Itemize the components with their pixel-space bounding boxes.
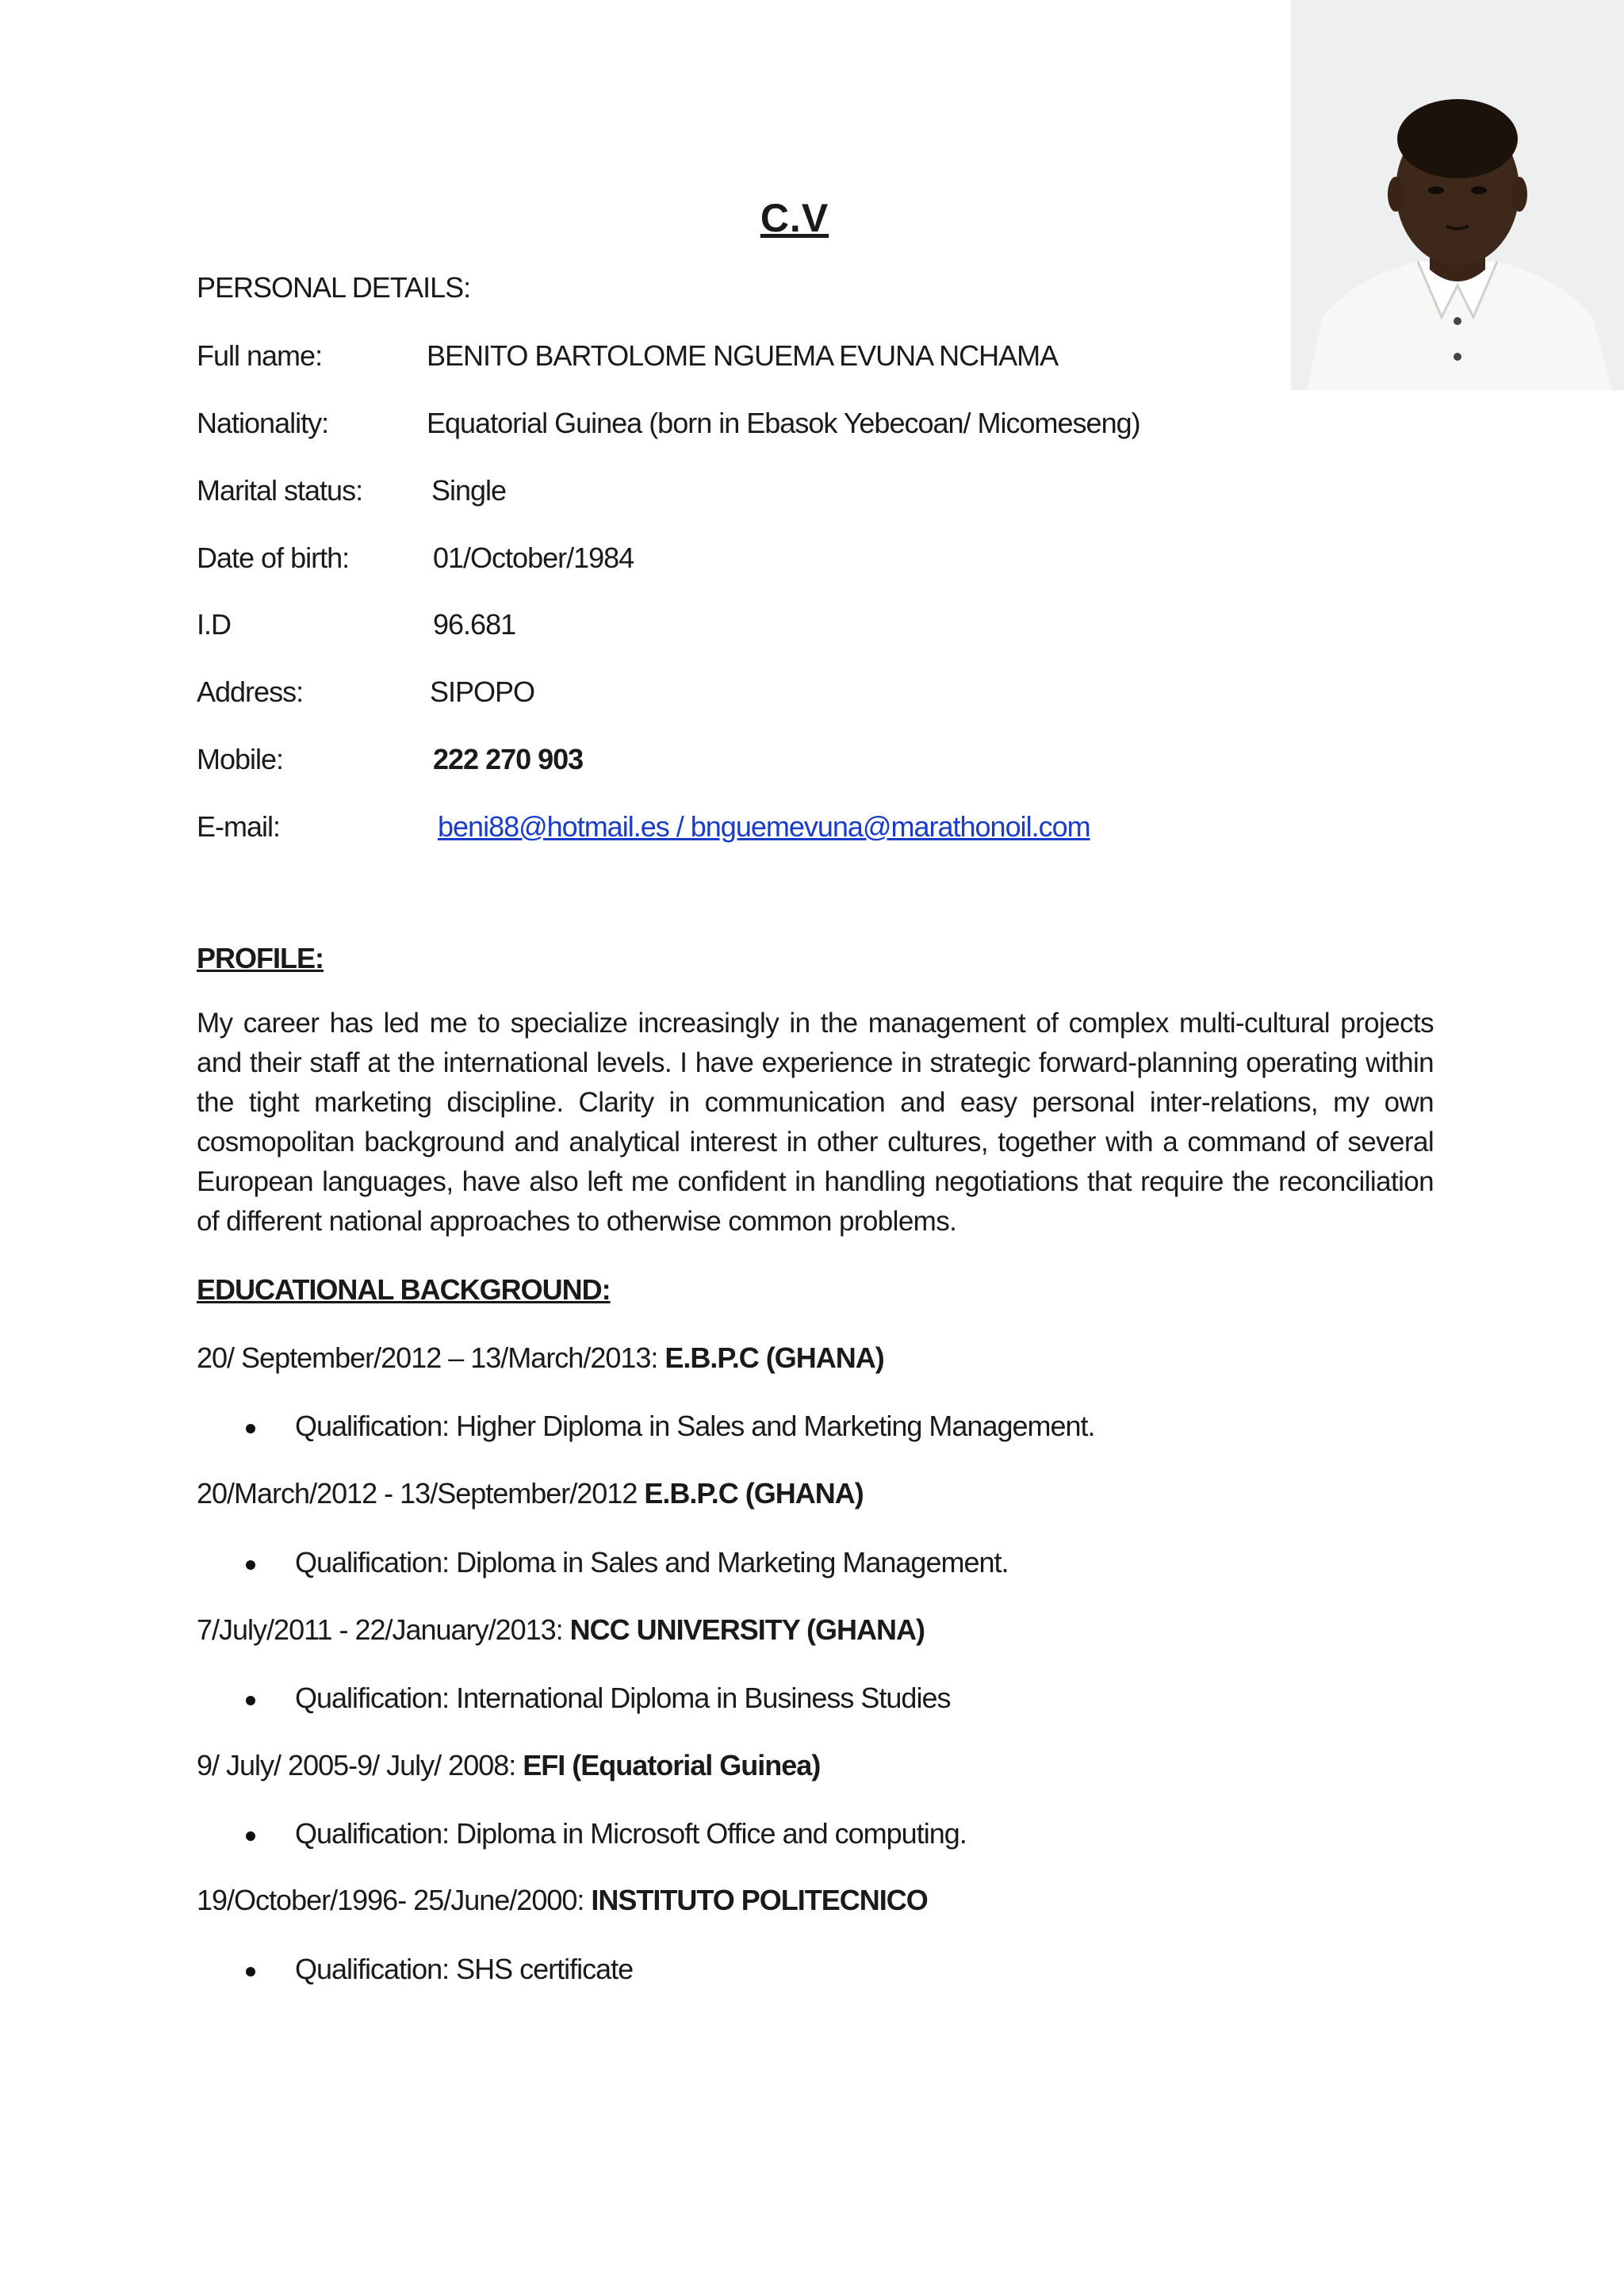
bullet-dot-icon	[246, 1831, 255, 1841]
detail-label: Nationality:	[197, 407, 329, 439]
detail-value: Single	[431, 474, 507, 507]
qualification-text: Qualification: Diploma in Sales and Marketing Management.	[295, 1546, 1009, 1578]
education-entry-dates	[197, 1749, 820, 1782]
detail-value: 222 270 903	[433, 743, 584, 775]
detail-value: 01/October/1984	[433, 541, 634, 574]
education-dates: 19/October/1996- 25/June/2000:	[197, 1884, 592, 1916]
email-link-2[interactable]: bnguemevuna@marathonoil.com	[690, 810, 1090, 843]
bullet-dot-icon	[246, 1424, 255, 1433]
detail-label: Date of birth:	[197, 541, 350, 574]
education-institution: INSTITUTO POLITECNICO	[591, 1884, 928, 1916]
detail-label: Mobile:	[197, 743, 284, 775]
education-institution: NCC UNIVERSITY (GHANA)	[569, 1613, 925, 1646]
detail-value: Equatorial Guinea (born in Ebasok Yebecoan/ Micomeseng)	[427, 407, 1140, 439]
education-dates: 7/July/2011 - 22/January/2013:	[197, 1613, 570, 1646]
detail-value: SIPOPO	[430, 675, 535, 708]
education-institution: E.B.P.C (GHANA)	[644, 1477, 864, 1510]
education-entry-dates	[197, 1477, 864, 1510]
detail-label: Address:	[197, 675, 304, 708]
bullet-dot-icon	[246, 1560, 255, 1570]
email-link-1[interactable]: beni88@hotmail.es	[438, 810, 669, 843]
education-institution: E.B.P.C (GHANA)	[665, 1341, 884, 1374]
education-dates: 20/March/2012 - 13/September/2012	[197, 1477, 645, 1510]
education-dates: 9/ July/ 2005-9/ July/ 2008:	[197, 1749, 523, 1781]
email-links	[438, 810, 1090, 844]
qualification-text: Qualification: SHS certificate	[295, 1953, 634, 1985]
education-entry-dates	[197, 1341, 884, 1375]
email-separator: /	[668, 810, 691, 843]
document-title: C.V	[760, 196, 829, 240]
bullet-dot-icon	[246, 1696, 255, 1705]
detail-label: I.D	[197, 608, 232, 641]
detail-label: Full name:	[197, 339, 323, 372]
qualification-text: Qualification: International Diploma in Business Studies	[295, 1682, 951, 1714]
qualification-text: Qualification: Higher Diploma in Sales and Marketing Management.	[295, 1410, 1095, 1442]
detail-value: BENITO BARTOLOME NGUEMA EVUNA NCHAMA	[427, 339, 1059, 372]
education-institution: EFI (Equatorial Guinea)	[523, 1749, 821, 1781]
detail-label: E-mail:	[197, 810, 281, 843]
detail-label: Marital status:	[197, 474, 363, 507]
education-dates: 20/ September/2012 – 13/March/2013:	[197, 1341, 665, 1374]
personal-details-heading: PERSONAL DETAILS:	[197, 271, 471, 304]
profile-heading: PROFILE:	[197, 942, 324, 974]
education-entry-dates	[197, 1613, 925, 1647]
education-heading: EDUCATIONAL BACKGROUND:	[197, 1273, 611, 1306]
qualification-text: Qualification: Diploma in Microsoft Office and computing.	[295, 1817, 967, 1850]
education-entry-dates	[197, 1884, 928, 1917]
detail-value: 96.681	[433, 608, 516, 641]
bullet-dot-icon	[246, 1967, 255, 1976]
profile-paragraph: My career has led me to specialize increasingly in the management of complex multi-cultural projects and their staff at the international levels. I have experience in strategic forward-planning operating within the tight marketing discipline. Clarity in communication and easy personal inter-relations, my own cosmopolitan background and analytical interest in other cultures, together with a command of several European languages, have also left me confident in handling negotiations that require the reconciliation of different national approaches to otherwise common problems.	[197, 1008, 1434, 1237]
